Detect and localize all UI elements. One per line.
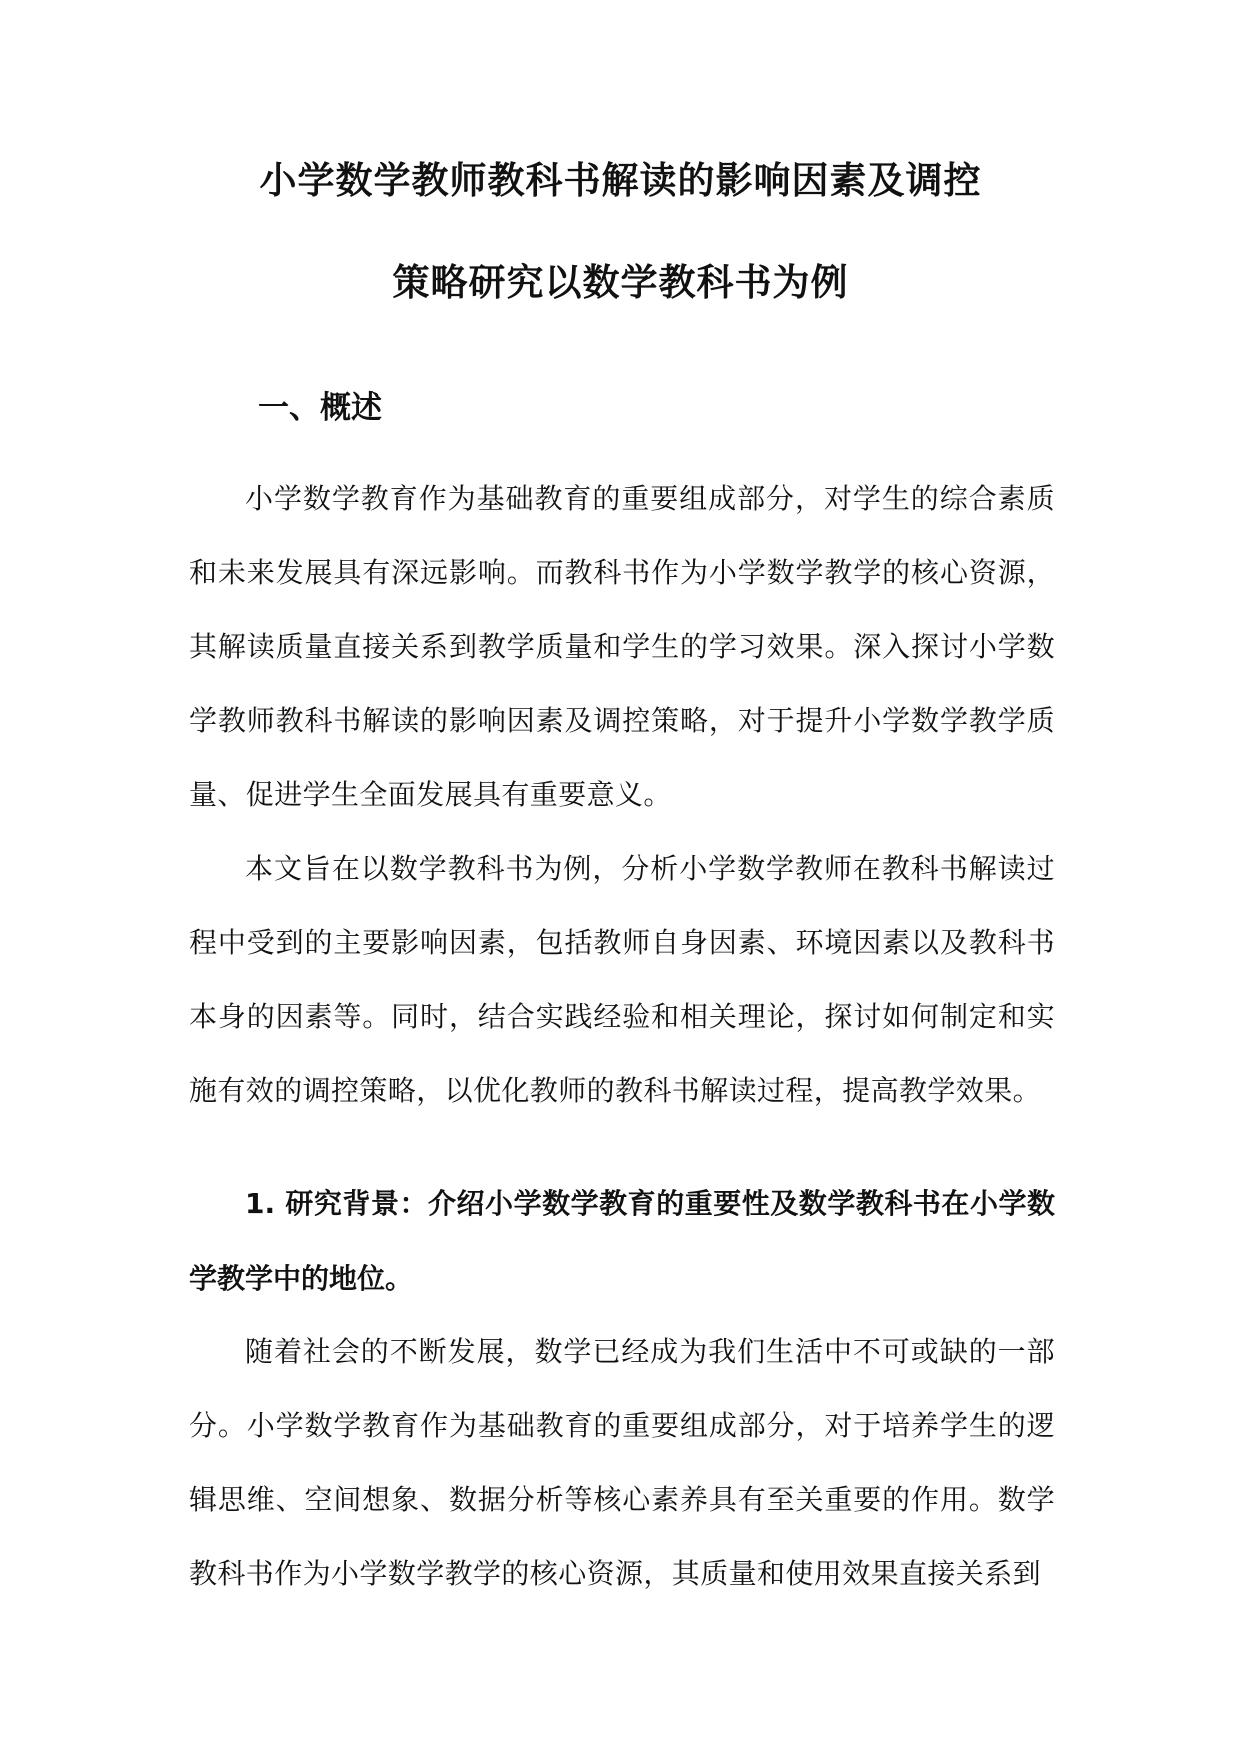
subsection-heading-research-background: 1. 研究背景：介绍小学数学教育的重要性及数学教科书在小学数学教学中的地位。 <box>189 1187 1055 1295</box>
body-paragraph-2: 本文旨在以数学教科书为例，分析小学数学教师在教科书解读过程中受到的主要影响因素，包括教师自身因素、环境因素以及教科书本身的因素等。同时，结合实践经验和相关理论，探讨如何制定和实施有效的调控策略，以优化教师的教科书解读过程，提高教学效果。 <box>189 852 1055 1107</box>
section-heading-overview: 一、概述 <box>258 390 382 426</box>
body-paragraph-3: 随着社会的不断发展，数学已经成为我们生活中不可或缺的一部分。小学数学教育作为基础教育的重要组成部分，对于培养学生的逻辑思维、空间想象、数据分析等核心素养具有至关重要的作用。数学教科书作为小学数学教学的核心资源，其质量和使用效果直接关系到 <box>189 1335 1055 1590</box>
document-title-line-2: 策略研究以数学教科书为例 <box>392 261 849 304</box>
body-paragraph-1: 小学数学教育作为基础教育的重要组成部分，对学生的综合素质和未来发展具有深远影响。而教科书作为小学数学教学的核心资源，其解读质量直接关系到教学质量和学生的学习效果。深入探讨小学数学教师教科书解读的影响因素及调控策略，对于提升小学数学教学质量、促进学生全面发展具有重要意义。 <box>189 482 1055 811</box>
document-title-line-1: 小学数学教师教科书解读的影响因素及调控 <box>259 159 982 202</box>
